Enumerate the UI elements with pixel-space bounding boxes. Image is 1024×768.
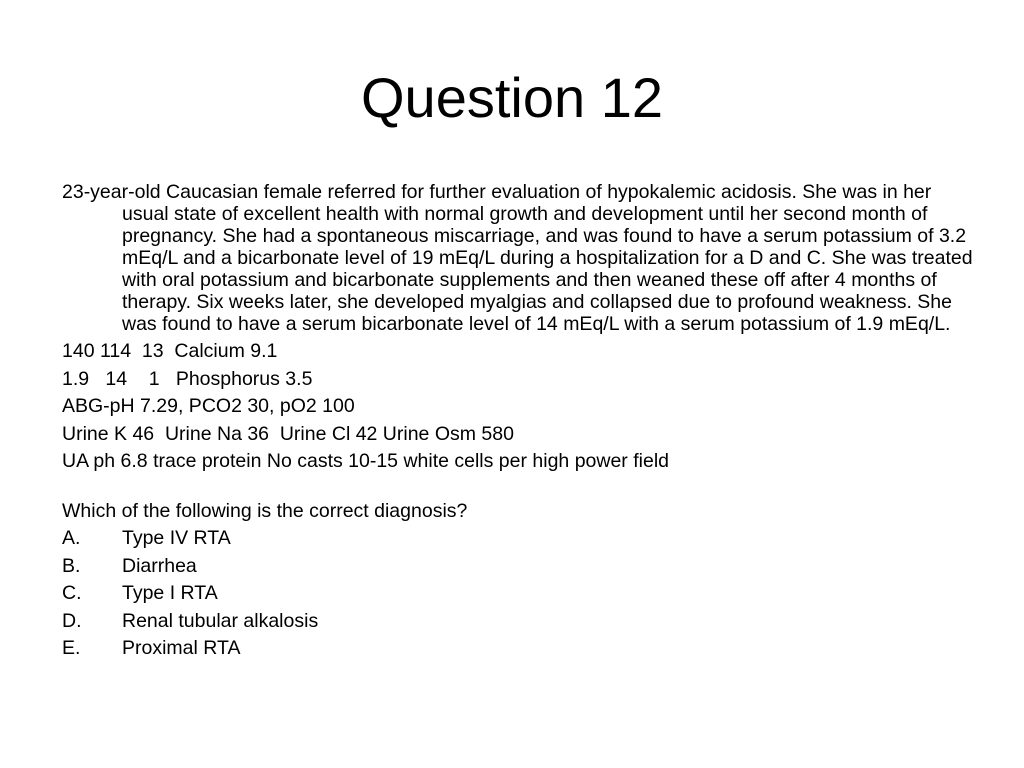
lab-line: Urine K 46 Urine Na 36 Urine Cl 42 Urine Osm 580 — [62, 422, 514, 445]
lab-line: 1.9 14 1 Phosphorus 3.5 — [62, 367, 313, 390]
option-text: Renal tubular alkalosis — [122, 609, 319, 632]
option-letter: B. — [62, 554, 81, 577]
spacer — [62, 478, 982, 500]
option-letter: D. — [62, 609, 82, 632]
option-letter: E. — [62, 637, 81, 659]
option-text: Type I RTA — [122, 582, 218, 604]
option-text: Type IV RTA — [122, 527, 231, 549]
slide-body — [62, 181, 982, 665]
question-prompt: Which of the following is the correct diagnosis? — [62, 499, 468, 522]
answer-option — [62, 582, 982, 604]
lab-line: ABG-pH 7.29, PCO2 30, pO2 100 — [62, 395, 355, 417]
lab-line: UA ph 6.8 trace protein No casts 10-15 white cells per high power field — [62, 450, 669, 472]
answer-option — [62, 555, 982, 577]
answer-option — [62, 637, 982, 659]
option-text: Proximal RTA — [122, 637, 241, 659]
lab-line: 140 114 13 Calcium 9.1 — [62, 340, 278, 362]
option-letter: C. — [62, 582, 82, 604]
answer-option — [62, 527, 982, 549]
slide-title: Question 12 — [361, 66, 663, 129]
option-letter: A. — [62, 527, 81, 549]
option-text: Diarrhea — [122, 554, 197, 577]
answer-option — [62, 610, 982, 632]
case-description: 23-year-old Caucasian female referred for further evaluation of hypokalemic acidosis. She was in her usual state of excellent health with normal growth and development until her second month of pregnancy. She had a spontaneous miscarriage, and was found to have a serum potassium of 3.2 mEq/L and a bicarbonate level of 19 mEq/L during a hospitalization for a D and C. She was treated with oral potassium and bicarbonate supplements and then weaned these off after 4 months of therapy. Six weeks later, she developed myalgias and collapsed due to profound weakness. She was found to have a serum bicarbonate level of 14 mEq/L with a serum potassium of 1.9 mEq/L. — [62, 181, 973, 335]
